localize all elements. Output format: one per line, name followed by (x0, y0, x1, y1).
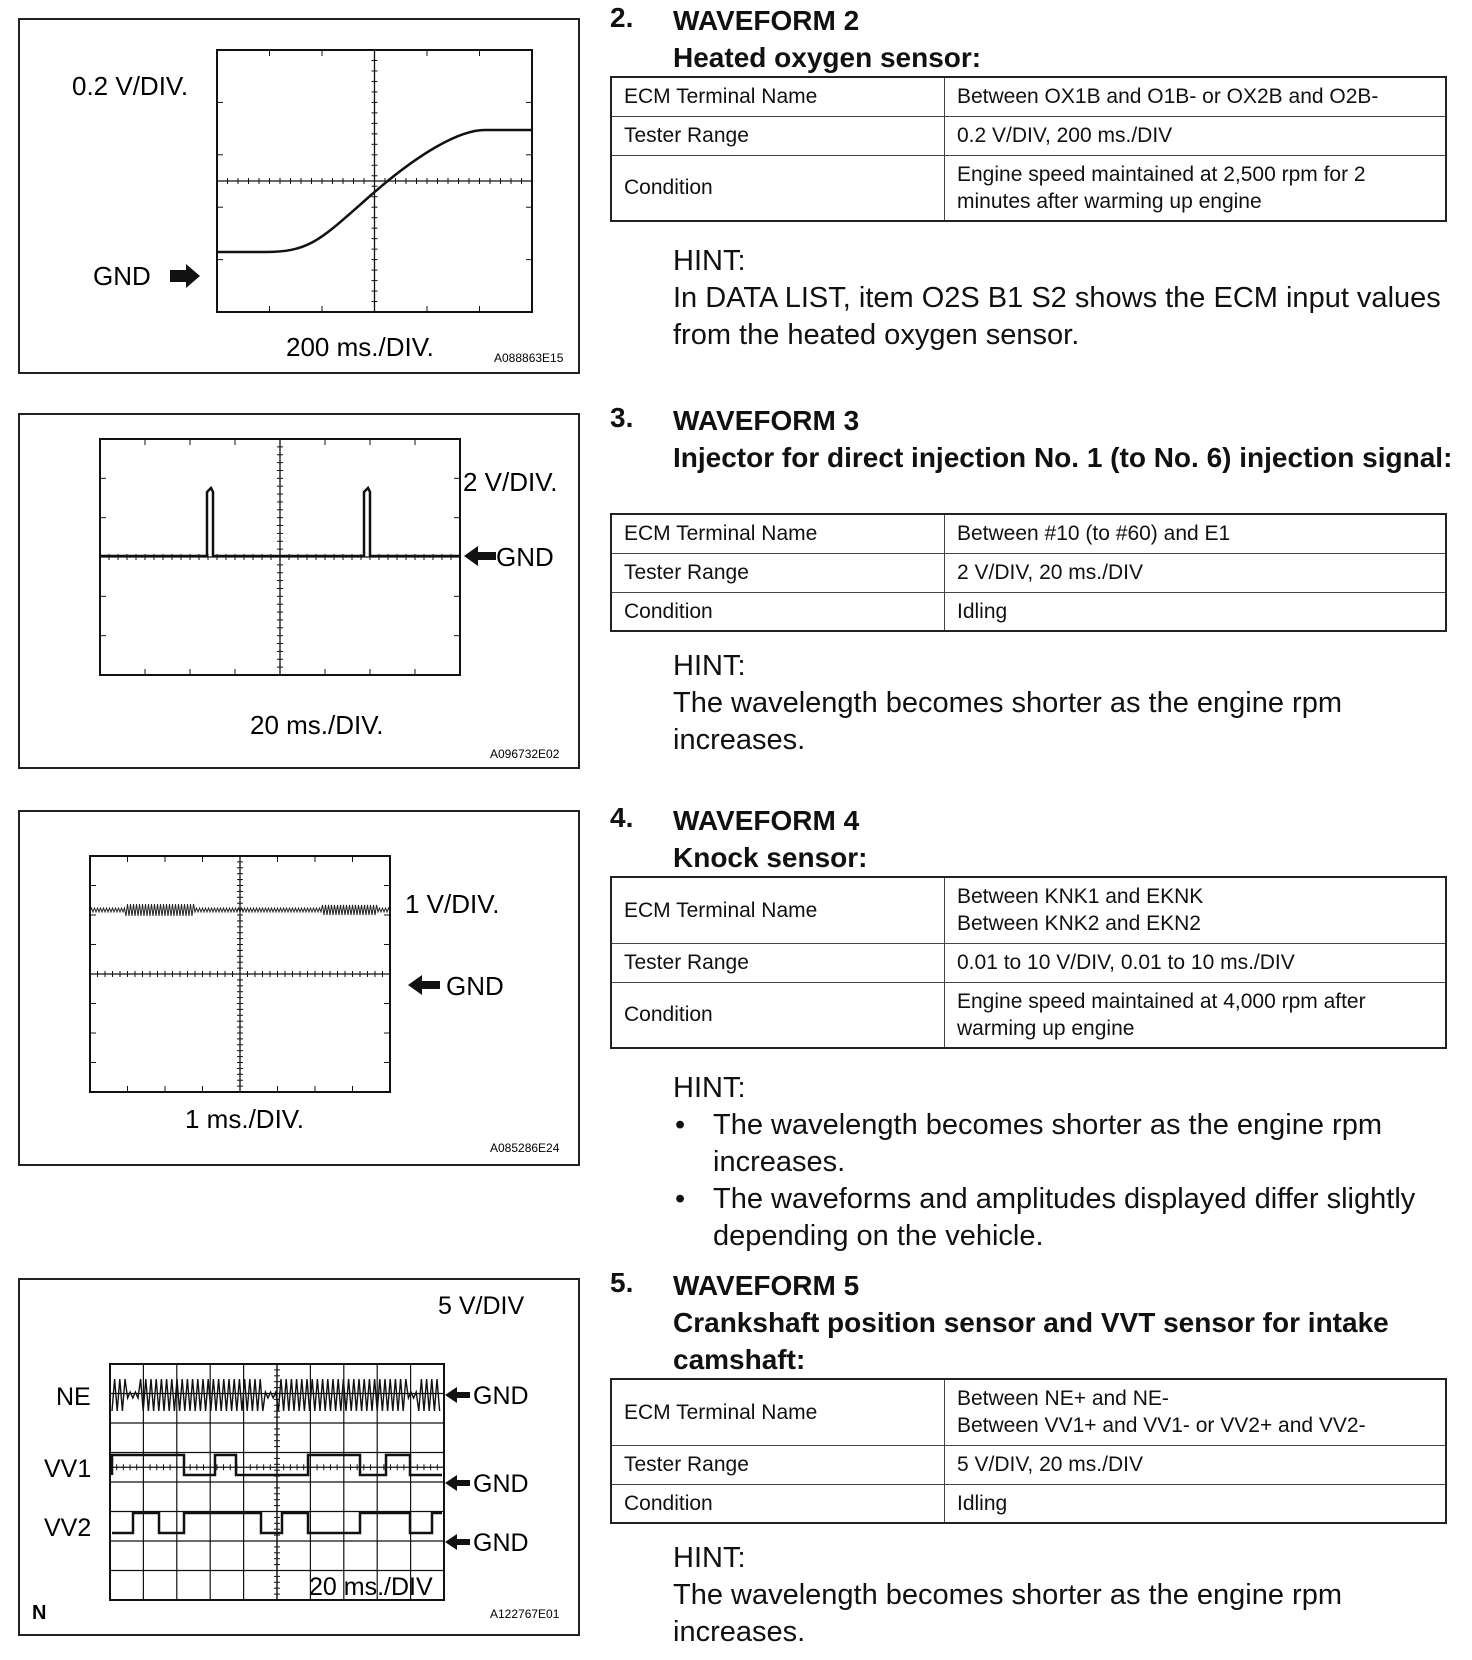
figure-code: A122767E01 (490, 1607, 560, 1621)
gnd-arrow-icon (408, 975, 440, 995)
time-per-div-label: 20 ms./DIV. (250, 710, 384, 740)
scope-grid (217, 50, 532, 312)
hint-block (673, 648, 1443, 759)
time-per-div-label: 1 ms./DIV. (185, 1104, 304, 1134)
section-subtitle: Injector for direct injection No. 1 (to No. 6) injection signal: (673, 442, 1453, 473)
vv1-channel-label: VV1 (44, 1455, 92, 1483)
hint-label: HINT: (673, 245, 746, 277)
vv2-gnd-label: GND (473, 1529, 529, 1557)
row-key: Tester Range (611, 553, 945, 592)
section-number: 5. (610, 1267, 634, 1298)
volts-per-div-label: 5 V/DIV (438, 1292, 525, 1320)
volts-per-div-label: 2 V/DIV. (463, 467, 558, 497)
waveform-2-figure (18, 18, 580, 374)
row-value: Between OX1B and O1B- or OX2B and O2B- (945, 77, 1447, 116)
gnd-arrow-icon (170, 264, 200, 288)
waveform-4-figure (18, 810, 580, 1166)
row-value: 2 V/DIV, 20 ms./DIV (945, 553, 1447, 592)
row-value-line: Between KNK1 and EKNK (957, 885, 1204, 909)
vv1-gnd-arrow-icon (445, 1475, 470, 1491)
row-value: 0.01 to 10 V/DIV, 0.01 to 10 ms./DIV (945, 943, 1447, 982)
ne-gnd-label: GND (473, 1382, 529, 1410)
row-key: Tester Range (611, 943, 945, 982)
section-heading (673, 402, 1453, 476)
hint-label: HINT: (673, 1072, 746, 1104)
hint-text: The wavelength becomes shorter as the engine rpm increases. (673, 687, 1342, 756)
volts-per-div-label: 1 V/DIV. (405, 889, 500, 919)
figure-code: A088863E15 (494, 351, 564, 365)
row-value-line: Between KNK2 and EKN2 (957, 912, 1201, 936)
section-heading (673, 802, 868, 876)
section-number: 4. (610, 802, 634, 833)
table-row (611, 877, 1446, 943)
row-key: Condition (611, 1484, 945, 1523)
row-key: ECM Terminal Name (611, 877, 945, 943)
row-value: Engine speed maintained at 2,500 rpm for 2 minutes after warming up engine (945, 155, 1447, 221)
row-key: ECM Terminal Name (611, 514, 945, 553)
row-value: 0.2 V/DIV, 200 ms./DIV (945, 116, 1447, 155)
row-key: Tester Range (611, 1445, 945, 1484)
time-per-div-label: 200 ms./DIV. (286, 332, 434, 362)
hint-bullet-item (673, 1107, 1443, 1181)
row-value (945, 1379, 1447, 1445)
section-title: WAVEFORM 2 (673, 5, 860, 36)
table-row (611, 155, 1446, 221)
row-value-line: Between VV1+ and VV1- or VV2+ and VV2- (957, 1414, 1366, 1438)
table-row (611, 1379, 1446, 1445)
bullet-icon: • (675, 1109, 686, 1141)
table-row (611, 116, 1446, 155)
row-key: ECM Terminal Name (611, 77, 945, 116)
row-key: Tester Range (611, 116, 945, 155)
ne-signal-trace (112, 1379, 440, 1411)
spec-table (610, 513, 1447, 632)
hint-block (673, 1070, 1443, 1255)
row-value: Between #10 (to #60) and E1 (945, 514, 1447, 553)
section-heading (673, 2, 981, 76)
volts-per-div-label: 0.2 V/DIV. (72, 71, 189, 101)
time-per-div-label: 20 ms./DIV (309, 1573, 433, 1601)
table-row (611, 943, 1446, 982)
section-subtitle: Knock sensor: (673, 842, 868, 873)
section-number: 2. (610, 2, 634, 33)
gnd-label: GND (93, 261, 151, 291)
waveform-3-figure (18, 413, 580, 769)
vv2-gnd-arrow-icon (445, 1534, 470, 1550)
table-row (611, 514, 1446, 553)
waveform-5-figure (18, 1278, 580, 1636)
hint-label: HINT: (673, 1542, 746, 1574)
gnd-label: GND (446, 971, 504, 1001)
ne-channel-label: NE (56, 1383, 91, 1411)
spec-table (610, 76, 1447, 222)
hint-bullet-text: The waveforms and amplitudes displayed differ slightly depending on the vehicle. (713, 1183, 1416, 1252)
spec-table (610, 876, 1447, 1049)
spec-table (610, 1378, 1447, 1524)
row-value: Idling (945, 592, 1447, 631)
table-row (611, 1484, 1446, 1523)
vv1-gnd-label: GND (473, 1470, 529, 1498)
gnd-arrow-icon (464, 546, 496, 566)
figure-code: A096732E02 (490, 747, 560, 761)
section-heading (673, 1267, 1393, 1378)
hint-bullet-item (673, 1181, 1443, 1255)
hint-text: In DATA LIST, item O2S B1 S2 shows the ECM input values from the heated oxygen sensor. (673, 282, 1441, 351)
hint-block (673, 243, 1443, 354)
row-key: Condition (611, 592, 945, 631)
table-row (611, 1445, 1446, 1484)
figure-code: A085286E24 (490, 1141, 560, 1155)
oscilloscope-screen (20, 20, 580, 372)
table-row (611, 553, 1446, 592)
section-title: WAVEFORM 3 (673, 405, 860, 436)
oscilloscope-screen (20, 1280, 580, 1634)
section-title: WAVEFORM 5 (673, 1270, 860, 1301)
row-value: Idling (945, 1484, 1447, 1523)
row-value-line: Between NE+ and NE- (957, 1387, 1169, 1411)
hint-block (673, 1540, 1443, 1651)
table-row (611, 982, 1446, 1048)
hint-bullet-text: The wavelength becomes shorter as the engine rpm increases. (713, 1109, 1382, 1178)
scope-grid (90, 856, 390, 1092)
section-subtitle: Heated oxygen sensor: (673, 42, 982, 73)
hint-text: The wavelength becomes shorter as the engine rpm increases. (673, 1579, 1342, 1648)
hint-label: HINT: (673, 650, 746, 682)
row-key: Condition (611, 155, 945, 221)
row-value: 5 V/DIV, 20 ms./DIV (945, 1445, 1447, 1484)
row-key: Condition (611, 982, 945, 1048)
gnd-label: GND (496, 542, 554, 572)
row-value (945, 877, 1447, 943)
row-value: Engine speed maintained at 4,000 rpm after warming up engine (945, 982, 1447, 1048)
ne-gnd-arrow-icon (445, 1387, 470, 1403)
table-row (611, 592, 1446, 631)
oscilloscope-screen (20, 812, 580, 1164)
section-title: WAVEFORM 4 (673, 805, 860, 836)
row-key: ECM Terminal Name (611, 1379, 945, 1445)
bullet-icon: • (675, 1183, 686, 1215)
oscilloscope-screen (20, 415, 580, 767)
table-row (611, 77, 1446, 116)
corner-label: N (32, 1602, 47, 1624)
section-number: 3. (610, 402, 634, 433)
section-subtitle: Crankshaft position sensor and VVT sensor for intake camshaft: (673, 1307, 1389, 1375)
vv2-channel-label: VV2 (44, 1514, 92, 1542)
